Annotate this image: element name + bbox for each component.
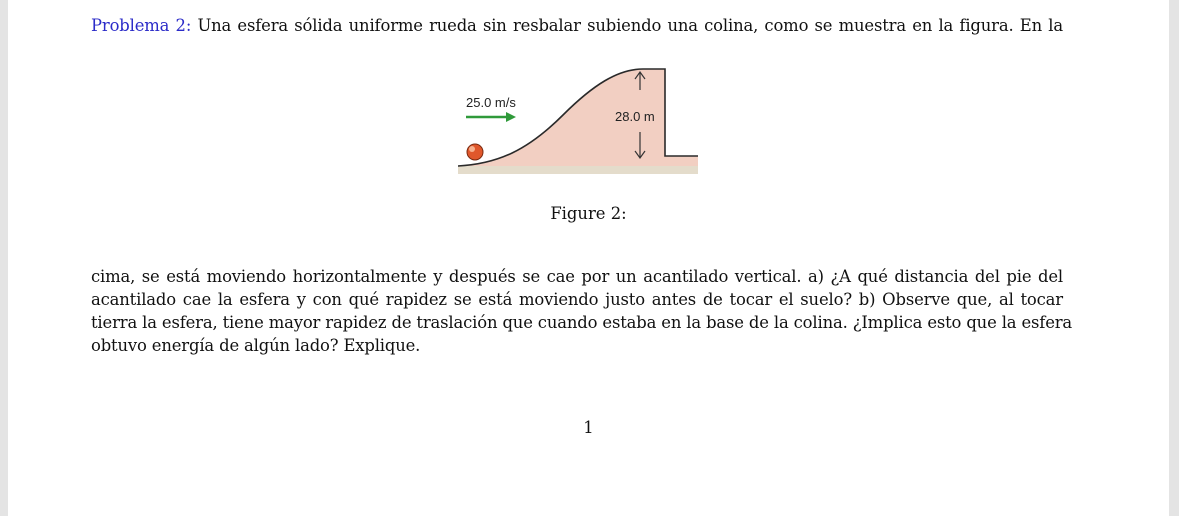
velocity-label: 25.0 m/s	[466, 95, 516, 110]
document-page	[8, 0, 1169, 516]
page-number: 1	[583, 418, 594, 437]
figure-caption: Figure 2:	[550, 204, 627, 223]
problem-first-line	[91, 14, 1063, 37]
sphere-highlight	[469, 146, 475, 152]
problem-statement-start: Una esfera sólida uniforme rueda sin resbalar subiendo una colina, como se muestra en la figura. En la	[197, 16, 1063, 35]
height-label: 28.0 m	[615, 109, 655, 124]
problem-line: tierra la esfera, tiene mayor rapidez de traslación que cuando estaba en la base de la colina. ¿Implica esto que la esfera	[91, 313, 1073, 332]
solid-sphere	[467, 144, 483, 160]
problem-line: cima, se está moviendo horizontalmente y después se cae por un acantilado vertical. a) ¿A qué distancia del pie del	[91, 267, 1063, 286]
ground	[458, 166, 698, 174]
hill-figure	[458, 60, 698, 176]
problem-label: Problema 2:	[91, 16, 192, 35]
problem-line: acantilado cae la esfera y con qué rapidez se está moviendo justo antes de tocar el suelo? b) Observe que, al tocar	[91, 290, 1063, 309]
velocity-arrowhead	[506, 112, 516, 122]
problem-line: obtuvo energía de algún lado? Explique.	[91, 336, 421, 355]
